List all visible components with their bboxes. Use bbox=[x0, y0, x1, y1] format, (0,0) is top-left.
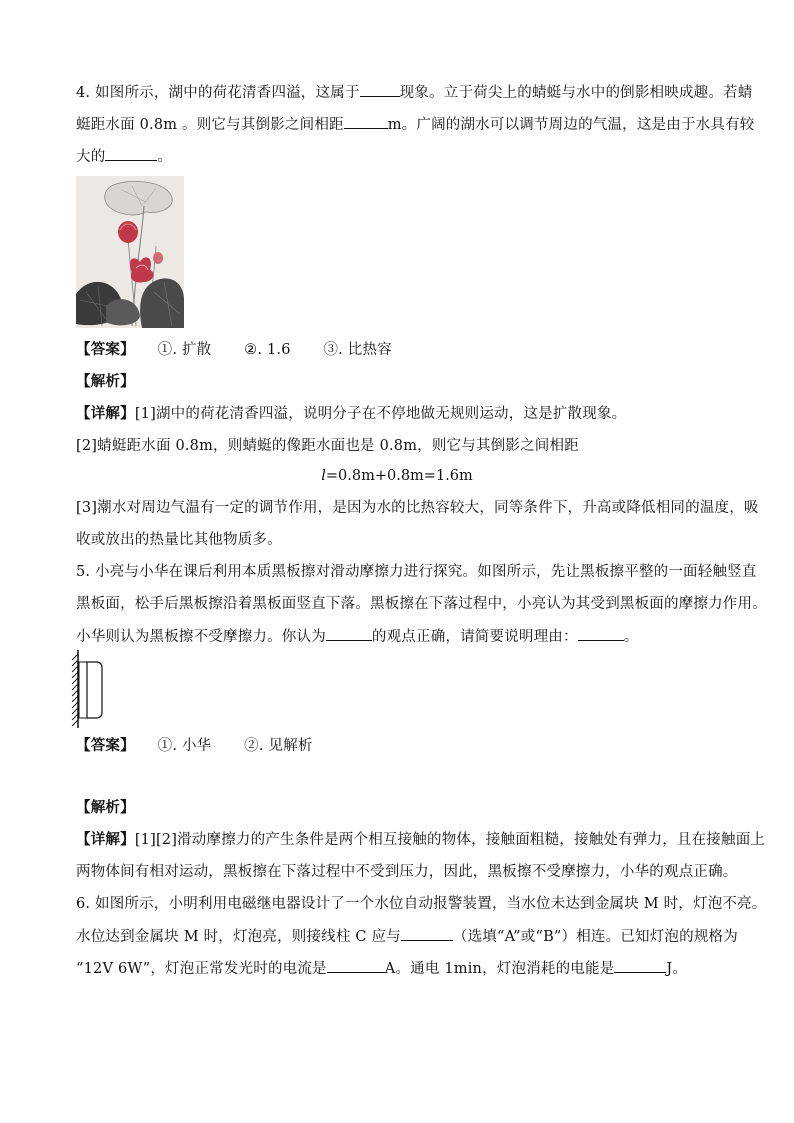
answer-option: ①. 小华 bbox=[157, 738, 212, 754]
q4-analysis-label bbox=[76, 372, 726, 392]
detail-text: [1]湖中的荷花清香四溢，说明分子在不停地做无规则运动，这是扩散现象。 bbox=[134, 406, 627, 422]
q4-detail-1 bbox=[76, 404, 726, 424]
formula-variable: l bbox=[321, 468, 326, 484]
q4-formula bbox=[0, 466, 794, 486]
answer-blank bbox=[401, 926, 453, 941]
q5-analysis-label bbox=[76, 798, 726, 818]
q5-detail-1 bbox=[76, 830, 766, 850]
q6-text: （选填“A”或“B”）相连。已知灯泡的规格为 bbox=[452, 929, 738, 945]
answer-blank bbox=[326, 626, 372, 641]
q4-text: 现象。立于荷尖上的蜻蜓与水中的倒影相映成趣。若蜻 bbox=[399, 85, 753, 101]
q6-text: J。 bbox=[666, 961, 688, 977]
q6-line-1 bbox=[76, 894, 767, 914]
q5-detail-2 bbox=[76, 862, 738, 882]
answer-option: ①. 扩散 bbox=[157, 342, 212, 358]
answer-blank bbox=[327, 958, 385, 973]
q6-line-2 bbox=[76, 926, 738, 947]
answer-blank bbox=[105, 146, 157, 161]
answer-blank bbox=[344, 114, 388, 129]
answer-blank bbox=[578, 626, 624, 641]
blackboard-eraser-diagram bbox=[68, 648, 108, 730]
q5-line-3 bbox=[76, 626, 726, 647]
detail-label: 【详解】 bbox=[76, 831, 135, 848]
q5-text: 小华则认为黑板擦不受摩擦力。你认为 bbox=[76, 629, 326, 645]
answer-blank bbox=[360, 82, 400, 97]
detail-label: 【详解】 bbox=[76, 405, 135, 422]
q5-text: 。 bbox=[623, 629, 639, 645]
q4-text: 蜓距水面 0.8m 。则它与其倒影之间相距 bbox=[76, 117, 344, 133]
q5-text: 黑板面，松手后黑板擦沿着黑板面竖直下落。黑板擦在下落过程中，小亮认为其受到黑板面的摩擦力作用。 bbox=[76, 596, 767, 612]
q4-text: 大的 bbox=[76, 149, 106, 165]
q6-line-3 bbox=[76, 958, 726, 979]
q6-text: “12V 6W”，灯泡正常发光时的电流是 bbox=[76, 961, 327, 977]
answer-blank bbox=[614, 958, 666, 973]
formula-expression: =0.8m+0.8m=1.6m bbox=[325, 468, 473, 484]
q4-answer-row bbox=[76, 340, 726, 360]
detail-text: [3]潮水对周边气温有一定的调节作用，是因为水的比热容较大，同等条件下，升高或降低相同的温度，吸 bbox=[76, 500, 759, 516]
q5-text: 5. 小亮与小华在课后利用本质黑板擦对滑动摩擦力进行探究。如图所示，先让黑板擦平整的一面轻触竖直 bbox=[76, 564, 757, 580]
q5-line-1 bbox=[76, 562, 757, 582]
analysis-label: 【解析】 bbox=[76, 799, 135, 816]
answer-option: ③. 比热容 bbox=[323, 342, 392, 358]
detail-text: 收或放出的热量比其他物质多。 bbox=[76, 532, 282, 548]
detail-text: [1][2]滑动摩擦力的产生条件是两个相互接触的物体，接触面粗糙，接触处有弹力，且在接触面上 bbox=[134, 832, 766, 848]
q5-text: 的观点正确，请简要说明理由： bbox=[371, 629, 578, 645]
q6-text: 6. 如图所示，小明利用电磁继电器设计了一个水位自动报警装置，当水位未达到金属块 M 时，灯泡不亮。 bbox=[76, 896, 767, 912]
q4-detail-3b bbox=[76, 530, 726, 550]
q6-text: A。通电 1min，灯泡消耗的电能是 bbox=[384, 961, 615, 977]
q4-detail-2 bbox=[76, 436, 726, 456]
q5-answer-row bbox=[76, 736, 726, 756]
answer-label: 【答案】 bbox=[76, 737, 135, 754]
q4-line-1 bbox=[76, 82, 753, 103]
answer-label: 【答案】 bbox=[76, 341, 135, 358]
q4-line-3 bbox=[76, 146, 726, 167]
detail-text: 两物体间有相对运动，黑板擦在下落过程中不受到压力，因此，黑板擦不受摩擦力，小华的观点正确。 bbox=[76, 864, 738, 880]
lotus-painting-image bbox=[76, 176, 184, 328]
q5-line-2 bbox=[76, 594, 767, 614]
q4-line-2 bbox=[76, 114, 755, 135]
q4-detail-3a bbox=[76, 498, 759, 518]
q4-text: 。 bbox=[157, 149, 173, 165]
detail-text: [2]蜻蜓距水面 0.8m，则蜻蜓的像距水面也是 0.8m，则它与其倒影之间相距 bbox=[76, 438, 579, 454]
answer-option: ②. 见解析 bbox=[244, 738, 313, 754]
q4-text: 4. 如图所示，湖中的荷花清香四溢，这属于 bbox=[76, 85, 360, 101]
q6-text: 水位达到金属块 M 时，灯泡亮，则接线柱 C 应与 bbox=[76, 929, 401, 945]
answer-option: ②. 1.6 bbox=[244, 342, 291, 358]
q4-text: m。广阔的湖水可以调节周边的气温，这是由于水具有较 bbox=[387, 117, 755, 133]
analysis-label: 【解析】 bbox=[76, 373, 135, 390]
